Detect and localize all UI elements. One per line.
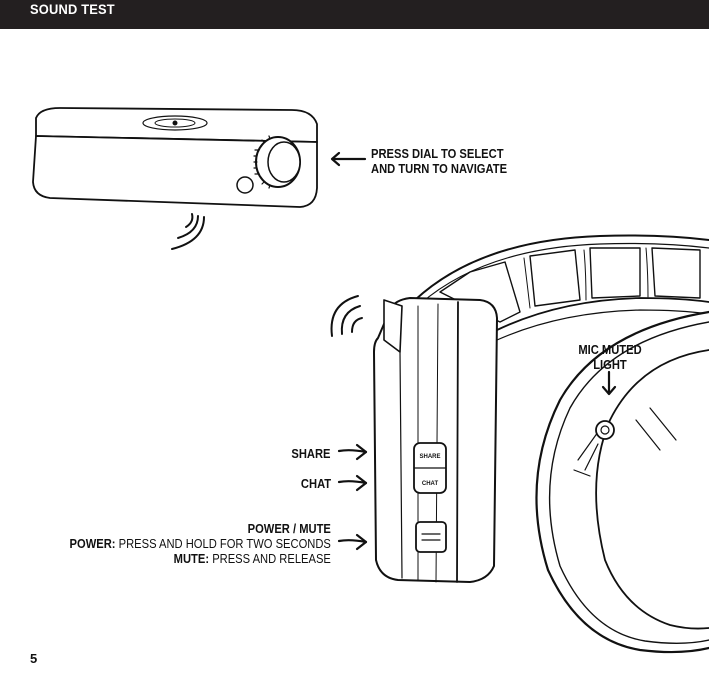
power-arrow-icon xyxy=(339,535,366,549)
headset-illustration xyxy=(332,236,709,653)
base-station-illustration xyxy=(33,108,317,249)
mute-instruction xyxy=(70,551,331,566)
page-number: 5 xyxy=(30,651,38,666)
section-title: SOUND TEST xyxy=(30,1,115,17)
power-instruction xyxy=(70,536,331,551)
mute-text: PRESS AND RELEASE xyxy=(212,551,331,566)
power-callout xyxy=(70,521,331,566)
mic-muted-light-icon xyxy=(596,421,614,439)
chat-label: CHAT xyxy=(300,476,331,491)
power-callout-title: POWER / MUTE xyxy=(247,521,331,536)
share-label: SHARE xyxy=(291,446,331,461)
dial-callout-line1: PRESS DIAL TO SELECT xyxy=(371,146,504,161)
dial-arrow-icon xyxy=(332,153,365,165)
power-prefix: POWER: xyxy=(69,536,116,551)
power-text: PRESS AND HOLD FOR TWO SECONDS xyxy=(118,536,331,551)
power-button-icon xyxy=(416,522,446,552)
chat-button-print: CHAT xyxy=(421,481,439,487)
headset-signal-icon xyxy=(332,296,362,336)
base-power-button-icon xyxy=(237,177,253,193)
mic-callout-line2: LIGHT xyxy=(593,357,627,372)
dial-callout xyxy=(371,146,507,176)
share-button-print: SHARE xyxy=(419,454,441,460)
mute-prefix: MUTE: xyxy=(173,551,210,566)
share-arrow-icon xyxy=(339,445,366,459)
dial-callout-line2: AND TURN TO NAVIGATE xyxy=(371,161,508,176)
mic-muted-callout xyxy=(567,342,653,372)
mic-callout-line1: MIC MUTED xyxy=(578,342,642,357)
base-signal-icon xyxy=(172,214,204,249)
chat-arrow-icon xyxy=(339,476,366,490)
